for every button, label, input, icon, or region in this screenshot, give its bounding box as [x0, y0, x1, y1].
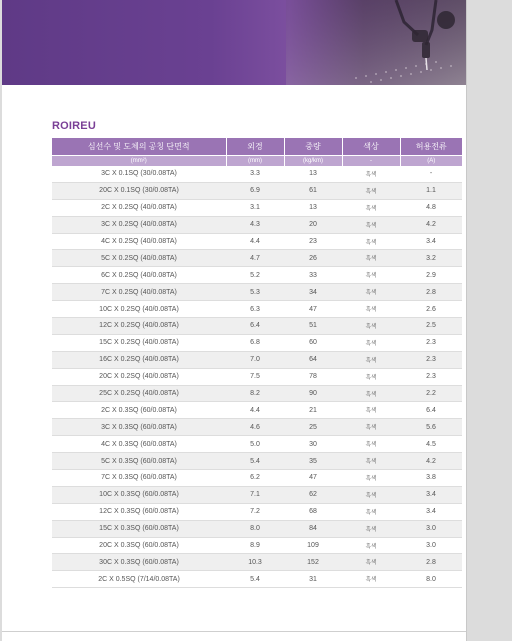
cell-color: 흑색: [342, 199, 400, 216]
table-row: [52, 182, 462, 199]
cell-weight: 47: [284, 301, 342, 318]
cell-size: 15C X 0.3SQ (60/0.08TA): [52, 520, 226, 537]
cell-od: 3.1: [226, 199, 284, 216]
cell-od: 5.2: [226, 267, 284, 284]
unit-weight: (kg/km): [284, 156, 342, 167]
cell-weight: 13: [284, 199, 342, 216]
cell-size: 4C X 0.3SQ (60/0.08TA): [52, 436, 226, 453]
cell-weight: 20: [284, 216, 342, 233]
cell-od: 7.1: [226, 486, 284, 503]
cell-od: 3.3: [226, 166, 284, 182]
cell-current: 4.5: [400, 436, 462, 453]
cell-current: -: [400, 166, 462, 182]
cell-color: 흑색: [342, 537, 400, 554]
cell-weight: 109: [284, 537, 342, 554]
cell-weight: 84: [284, 520, 342, 537]
cell-color: 흑색: [342, 520, 400, 537]
cell-weight: 62: [284, 486, 342, 503]
table-row: [52, 351, 462, 368]
cell-weight: 61: [284, 182, 342, 199]
table-row: [52, 419, 462, 436]
column-header-weight: 중량: [284, 138, 342, 156]
cell-current: 2.6: [400, 301, 462, 318]
table-row: [52, 571, 462, 588]
cell-current: 2.8: [400, 554, 462, 571]
cell-current: 5.6: [400, 419, 462, 436]
header-banner: [2, 0, 466, 85]
cell-size: 6C X 0.2SQ (40/0.08TA): [52, 267, 226, 284]
robot-arm-image: [286, 0, 466, 85]
cell-weight: 47: [284, 470, 342, 487]
cell-size: 15C X 0.2SQ (40/0.08TA): [52, 334, 226, 351]
unit-color: -: [342, 156, 400, 167]
cell-size: 2C X 0.5SQ (7/14/0.08TA): [52, 571, 226, 588]
cell-current: 2.3: [400, 351, 462, 368]
cell-od: 4.4: [226, 233, 284, 250]
cell-size: 5C X 0.2SQ (40/0.08TA): [52, 250, 226, 267]
cell-current: 3.8: [400, 470, 462, 487]
cell-od: 8.9: [226, 537, 284, 554]
cell-size: 20C X 0.1SQ (30/0.08TA): [52, 182, 226, 199]
table-body: [52, 166, 462, 588]
cell-od: 6.9: [226, 182, 284, 199]
table-units-row: [52, 156, 462, 167]
cell-current: 3.0: [400, 520, 462, 537]
cell-od: 6.2: [226, 470, 284, 487]
cell-weight: 25: [284, 419, 342, 436]
cell-current: 2.3: [400, 368, 462, 385]
cell-current: 2.9: [400, 267, 462, 284]
document-page: [2, 0, 466, 641]
cell-current: 3.0: [400, 537, 462, 554]
product-title: ROIREU: [52, 120, 96, 132]
cell-od: 10.3: [226, 554, 284, 571]
cell-od: 5.0: [226, 436, 284, 453]
cell-color: 흑색: [342, 470, 400, 487]
column-header-color: 색상: [342, 138, 400, 156]
cell-size: 5C X 0.3SQ (60/0.08TA): [52, 453, 226, 470]
cell-od: 4.7: [226, 250, 284, 267]
cell-color: 흑색: [342, 233, 400, 250]
cell-weight: 33: [284, 267, 342, 284]
cell-size: 10C X 0.2SQ (40/0.08TA): [52, 301, 226, 318]
cell-color: 흑색: [342, 284, 400, 301]
cell-weight: 30: [284, 436, 342, 453]
cell-color: 흑색: [342, 503, 400, 520]
cell-current: 3.4: [400, 503, 462, 520]
cell-size: 20C X 0.3SQ (60/0.08TA): [52, 537, 226, 554]
cell-od: 5.3: [226, 284, 284, 301]
cell-weight: 13: [284, 166, 342, 182]
table-row: [52, 368, 462, 385]
cell-current: 2.2: [400, 385, 462, 402]
cell-weight: 31: [284, 571, 342, 588]
cell-color: 흑색: [342, 486, 400, 503]
page-edge: [466, 0, 467, 641]
table-row: [52, 233, 462, 250]
table-row: [52, 250, 462, 267]
cell-od: 8.2: [226, 385, 284, 402]
cell-weight: 26: [284, 250, 342, 267]
cell-size: 10C X 0.3SQ (60/0.08TA): [52, 486, 226, 503]
cell-od: 5.4: [226, 453, 284, 470]
table-row: [52, 436, 462, 453]
cell-color: 흑색: [342, 182, 400, 199]
table-header-row: [52, 138, 462, 156]
cell-current: 4.2: [400, 453, 462, 470]
cell-od: 7.2: [226, 503, 284, 520]
cell-od: 7.5: [226, 368, 284, 385]
cell-current: 1.1: [400, 182, 462, 199]
cell-size: 3C X 0.1SQ (30/0.08TA): [52, 166, 226, 182]
table-row: [52, 199, 462, 216]
cell-current: 2.5: [400, 318, 462, 335]
cell-size: 7C X 0.2SQ (40/0.08TA): [52, 284, 226, 301]
cell-od: 5.4: [226, 571, 284, 588]
cell-weight: 51: [284, 318, 342, 335]
table-row: [52, 334, 462, 351]
cell-color: 흑색: [342, 436, 400, 453]
table-row: [52, 537, 462, 554]
table-row: [52, 470, 462, 487]
cell-color: 흑색: [342, 318, 400, 335]
table-row: [52, 385, 462, 402]
cell-color: 흑색: [342, 216, 400, 233]
cell-current: 8.0: [400, 571, 462, 588]
cell-color: 흑색: [342, 166, 400, 182]
table-row: [52, 166, 462, 182]
column-header-od: 외경: [226, 138, 284, 156]
cell-current: 4.8: [400, 199, 462, 216]
table-row: [52, 486, 462, 503]
cell-color: 흑색: [342, 453, 400, 470]
cell-color: 흑색: [342, 554, 400, 571]
cell-current: 3.4: [400, 486, 462, 503]
cell-weight: 90: [284, 385, 342, 402]
unit-od: (mm): [226, 156, 284, 167]
cell-weight: 68: [284, 503, 342, 520]
table-row: [52, 216, 462, 233]
cell-color: 흑색: [342, 267, 400, 284]
cell-size: 2C X 0.3SQ (60/0.08TA): [52, 402, 226, 419]
unit-current: (A): [400, 156, 462, 167]
footer-divider: [2, 631, 466, 632]
cell-current: 4.2: [400, 216, 462, 233]
cell-weight: 64: [284, 351, 342, 368]
cell-color: 흑색: [342, 419, 400, 436]
cell-od: 6.3: [226, 301, 284, 318]
cell-current: 2.3: [400, 334, 462, 351]
cell-size: 2C X 0.2SQ (40/0.08TA): [52, 199, 226, 216]
cell-size: 12C X 0.2SQ (40/0.08TA): [52, 318, 226, 335]
cell-od: 4.4: [226, 402, 284, 419]
cell-od: 4.6: [226, 419, 284, 436]
cell-weight: 21: [284, 402, 342, 419]
cell-size: 7C X 0.3SQ (60/0.08TA): [52, 470, 226, 487]
cell-size: 4C X 0.2SQ (40/0.08TA): [52, 233, 226, 250]
cell-size: 3C X 0.2SQ (40/0.08TA): [52, 216, 226, 233]
cell-color: 흑색: [342, 301, 400, 318]
cell-size: 20C X 0.2SQ (40/0.08TA): [52, 368, 226, 385]
cell-current: 3.4: [400, 233, 462, 250]
cell-size: 30C X 0.3SQ (60/0.08TA): [52, 554, 226, 571]
cell-color: 흑색: [342, 402, 400, 419]
cell-color: 흑색: [342, 334, 400, 351]
cell-current: 2.8: [400, 284, 462, 301]
cell-size: 3C X 0.3SQ (60/0.08TA): [52, 419, 226, 436]
cell-size: 25C X 0.2SQ (40/0.08TA): [52, 385, 226, 402]
cell-current: 6.4: [400, 402, 462, 419]
table-row: [52, 520, 462, 537]
cell-weight: 152: [284, 554, 342, 571]
table-row: [52, 267, 462, 284]
table-row: [52, 554, 462, 571]
table-row: [52, 453, 462, 470]
cell-od: 6.4: [226, 318, 284, 335]
table-row: [52, 402, 462, 419]
table-row: [52, 318, 462, 335]
cell-weight: 34: [284, 284, 342, 301]
spec-table: [52, 138, 462, 588]
cell-current: 3.2: [400, 250, 462, 267]
cell-weight: 23: [284, 233, 342, 250]
cell-weight: 78: [284, 368, 342, 385]
table-row: [52, 301, 462, 318]
cell-size: 16C X 0.2SQ (40/0.08TA): [52, 351, 226, 368]
cell-color: 흑색: [342, 351, 400, 368]
cell-weight: 60: [284, 334, 342, 351]
unit-size: (mm²): [52, 156, 226, 167]
column-header-current: 허용전류: [400, 138, 462, 156]
cell-color: 흑색: [342, 250, 400, 267]
cell-color: 흑색: [342, 385, 400, 402]
table-row: [52, 284, 462, 301]
cell-color: 흑색: [342, 571, 400, 588]
table-row: [52, 503, 462, 520]
cell-weight: 35: [284, 453, 342, 470]
cell-size: 12C X 0.3SQ (60/0.08TA): [52, 503, 226, 520]
cell-od: 6.8: [226, 334, 284, 351]
cell-od: 8.0: [226, 520, 284, 537]
cell-od: 7.0: [226, 351, 284, 368]
cell-od: 4.3: [226, 216, 284, 233]
column-header-size: 심선수 및 도체의 공칭 단면적: [52, 138, 226, 156]
cell-color: 흑색: [342, 368, 400, 385]
